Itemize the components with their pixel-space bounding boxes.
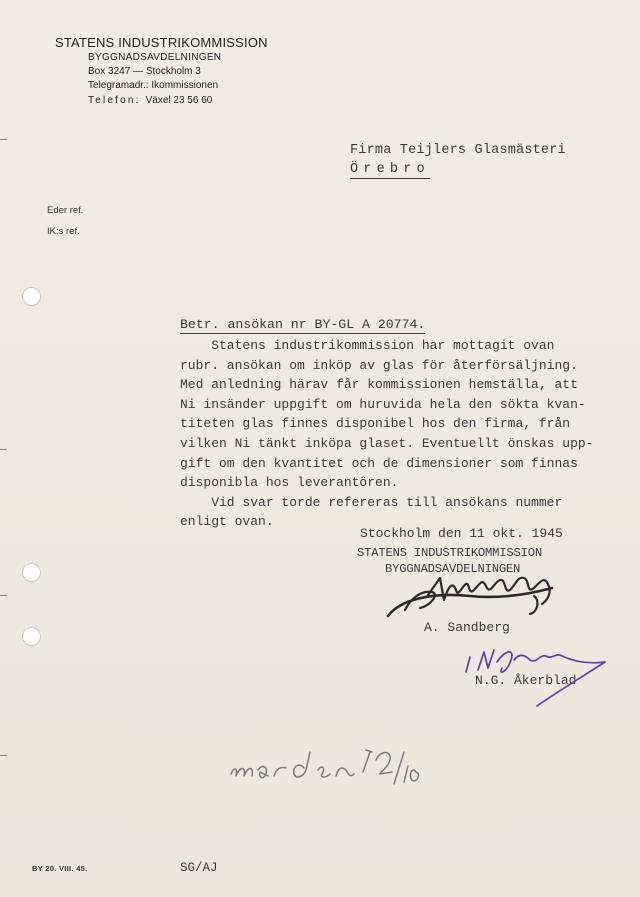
- signatory-1-name: A. Sandberg: [424, 620, 510, 635]
- telephone-label: Telefon:: [88, 95, 146, 106]
- form-code: BY 20. VIII. 45.: [32, 864, 88, 873]
- body-line: disponibla hos leverantören.: [180, 475, 399, 491]
- iks-ref-label: IK:s ref.: [47, 226, 80, 237]
- body-line: gift om den kvantitet och de dimensioner som finnas: [180, 455, 578, 471]
- recipient-city: Örebro: [350, 162, 430, 177]
- closing-organization: STATENS INDUSTRIKOMMISSION: [357, 546, 542, 560]
- letterhead-organization: STATENS INDUSTRIKOMMISSION: [55, 35, 268, 50]
- place-date: Stockholm den 11 okt. 1945: [360, 526, 563, 541]
- body-line: Ni insänder uppgift om huruvida hela den sökta kvan-: [180, 396, 586, 412]
- body-line: Med anledning härav får kommissionen hemställa, att: [180, 377, 578, 393]
- eder-ref-label: Eder ref.: [47, 205, 84, 216]
- body-line: titeten glas finnes disponibel hos den firma, från: [180, 416, 571, 432]
- body-line: vilken Ni tänkt inköpa glaset. Eventuellt önskas upp-: [180, 435, 594, 451]
- recipient-name: Firma Teijlers Glasmästeri: [350, 143, 566, 158]
- signatory-2-name: N.G. Åkerblad: [475, 673, 577, 688]
- telegram-value: Ikommissionen: [151, 80, 219, 91]
- subject-line: Betr. ansökan nr BY-GL A 20774.: [180, 317, 426, 332]
- letterhead-box: Box 3247 — Stockholm 3: [88, 66, 201, 77]
- pencil-note-reply-date: [231, 750, 419, 784]
- signature-sandberg: [388, 578, 552, 616]
- signature-akerblad: [466, 650, 605, 706]
- telegram-label: Telegramadr.:: [88, 80, 152, 91]
- body-line: Statens industrikommission har mottagit ovan: [180, 338, 555, 353]
- body-line: enligt ovan.: [180, 514, 274, 530]
- letterhead-department: BYGGNADSAVDELNINGEN: [88, 52, 222, 63]
- body-line: rubr. ansökan om inköp av glas för återförsäljning.: [180, 357, 578, 373]
- telephone-value: Växel 23 56 60: [145, 95, 213, 106]
- closing-department: BYGGNADSAVDELNINGEN: [385, 562, 521, 576]
- body-line: Vid svar torde refereras till ansökans nummer: [180, 494, 563, 510]
- typist-initials: SG/AJ: [180, 861, 218, 875]
